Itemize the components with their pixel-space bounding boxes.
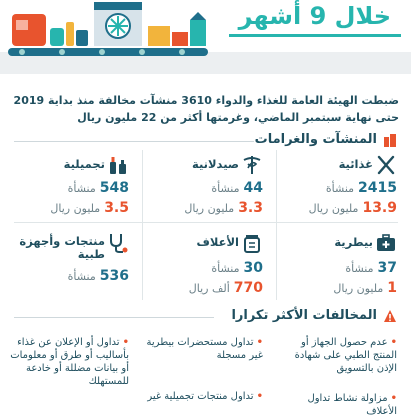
- violations-section-divider: [14, 317, 214, 318]
- facilities-section-label: المنشآت والغرامات: [254, 132, 377, 147]
- stat-food-count-row: [326, 180, 397, 196]
- violation-text-4: مزاولة نشاط تداول الأعلاف: [307, 393, 397, 417]
- stat-pharma-name: صيدلانية: [192, 157, 239, 171]
- stat-medical-count-row: [68, 268, 129, 284]
- stat-vet-name: بيطرية: [334, 235, 373, 249]
- stat-pharma-fine: 3.3: [238, 200, 263, 216]
- stat-food-name: غذائية: [338, 157, 373, 171]
- stat-vet-fine-row: [333, 280, 397, 296]
- buildings-icon: [383, 133, 397, 147]
- violation-bullet-icon: •: [256, 391, 263, 402]
- stat-feed-count: 30: [243, 260, 263, 276]
- stat-feed-fine-row: [189, 280, 263, 296]
- violation-text-3: تداول أو الإعلان عن غذاء بأساليب أو طرق أو معلومات أو بيانات مضللة أو خادعة للمستهلك: [10, 337, 129, 387]
- stat-pharma-fine-unit: مليون ريال: [184, 202, 235, 215]
- stat-vet-count: 37: [377, 260, 397, 276]
- stat-food-count: 2415: [358, 180, 397, 196]
- stat-food-fine-unit: مليون ريال: [308, 202, 359, 215]
- stethoscope-icon: [107, 232, 129, 254]
- stat-food-fine-row: [309, 200, 397, 216]
- stat-cosmetics-name: تجميلية: [63, 157, 105, 171]
- stat-food: [279, 154, 397, 234]
- facilities-section-divider: [14, 141, 254, 142]
- violation-item-2: [141, 336, 263, 362]
- violations-section-title: [231, 308, 397, 323]
- violation-bullet-icon: •: [390, 393, 397, 404]
- stat-vet-count-row: [345, 260, 397, 276]
- stat-cosmetics-count-row: [68, 180, 129, 196]
- stat-pharma-count-unit: منشأة: [211, 182, 240, 195]
- stat-feed-count-row: [211, 260, 263, 276]
- stat-medical-name: منتجات وأجهزة طبية: [19, 234, 105, 261]
- violations-section-label: المخالفات الأكثر تكرارا: [231, 308, 377, 323]
- violation-bullet-icon: •: [122, 337, 129, 348]
- stat-food-count-unit: منشأة: [325, 182, 355, 195]
- header: [0, 0, 411, 80]
- stat-feed-fine-unit: ألف ريال: [188, 282, 230, 295]
- grid-divider-2: [276, 150, 277, 300]
- violation-text-2: تداول مستحضرات بيطرية غير مسجلة: [146, 337, 263, 361]
- fork-knife-icon: [375, 154, 397, 176]
- stat-feed-count-unit: منشأة: [211, 262, 240, 275]
- cosmetics-icon: [107, 154, 129, 176]
- violation-item-4: [275, 392, 397, 418]
- warning-icon: [383, 309, 397, 323]
- stat-food-fine: 13.9: [362, 200, 397, 216]
- grid-divider-1: [142, 150, 143, 300]
- intro-text: ضبطت الهيئة العامة للغذاء والدواء 3610 منشآت مخالفة منذ بداية 2019 حتى نهاية سبتمبر الماضي، وغرمتها أكثر من 22 مليون ريال: [13, 94, 399, 124]
- facilities-section-title: [255, 132, 397, 147]
- stat-feed: [145, 232, 263, 312]
- stat-feed-fine: 770: [233, 280, 263, 296]
- stat-cosmetics-fine-row: [50, 200, 129, 216]
- stat-cosmetics-count: 548: [99, 180, 129, 196]
- stat-cosmetics-count-unit: منشأة: [67, 182, 96, 195]
- violation-bullet-icon: •: [390, 337, 397, 348]
- stat-pharma-count: 44: [243, 180, 263, 196]
- stat-vet: [279, 232, 397, 312]
- violation-bullet-icon: •: [256, 337, 263, 348]
- violation-text-5: تداول منتجات تجميلية غير: [147, 391, 254, 402]
- violation-item-3: [7, 336, 129, 388]
- stat-cosmetics-fine-unit: مليون ريال: [50, 202, 101, 215]
- vet-case-icon: [375, 232, 397, 254]
- stat-vet-fine: 1: [387, 280, 397, 296]
- stat-feed-name: الأعلاف: [196, 235, 239, 249]
- stat-medical-count-unit: منشأة: [67, 270, 96, 283]
- stat-medical: [11, 232, 129, 312]
- caduceus-icon: [241, 154, 263, 176]
- stat-cosmetics-fine: 3.5: [104, 200, 129, 216]
- stat-vet-count-unit: منشأة: [345, 262, 374, 275]
- stat-vet-fine-unit: مليون ريال: [333, 282, 384, 295]
- violation-item-5: [141, 390, 263, 403]
- feed-jar-icon: [241, 232, 263, 254]
- page-title: خلال 9 أشهر: [229, 2, 401, 37]
- stat-pharma: [145, 154, 263, 234]
- stat-pharma-count-row: [211, 180, 263, 196]
- violation-text-1: عدم حصول الجهاز أو المنتج الطبي على شهادة الإذن بالتسويق: [294, 337, 397, 374]
- factory-illustration: [2, 0, 220, 80]
- violation-item-1: [275, 336, 397, 375]
- stat-pharma-fine-row: [184, 200, 263, 216]
- stat-medical-count: 536: [99, 268, 129, 284]
- stat-cosmetics: [11, 154, 129, 234]
